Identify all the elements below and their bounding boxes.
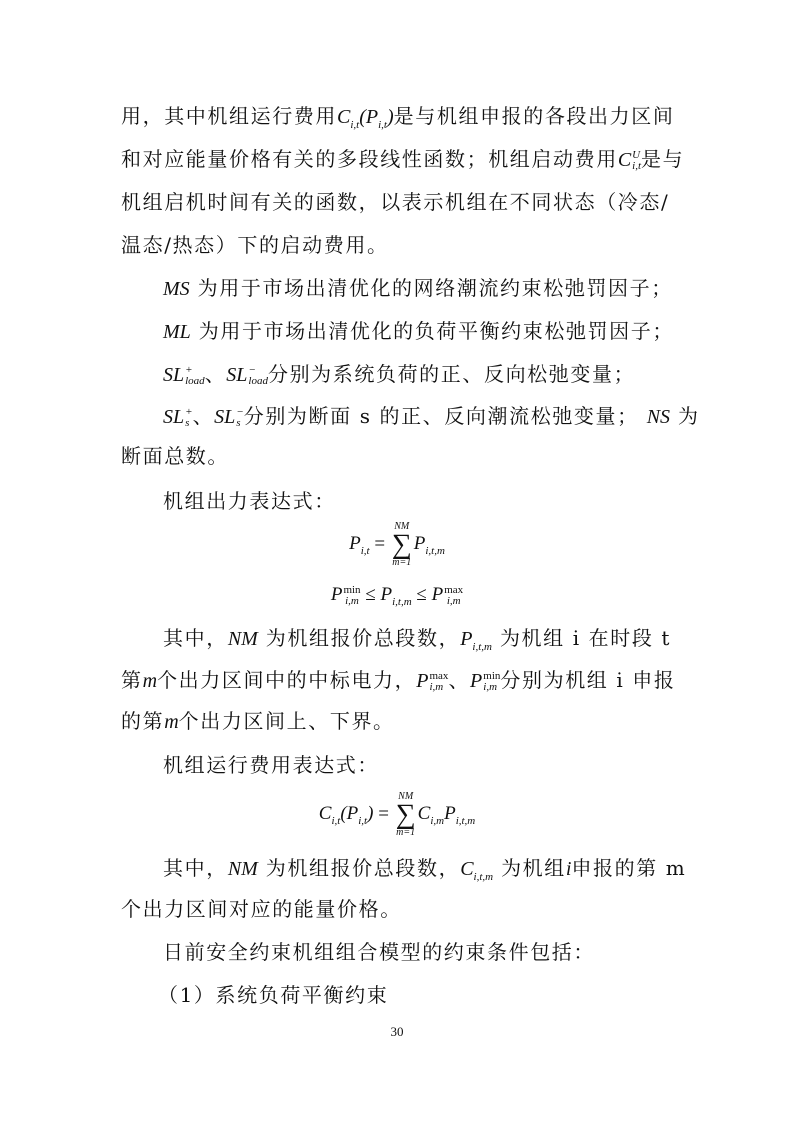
math-run-startup-cost: C U i,t bbox=[617, 149, 642, 173]
math-symbol-i: i bbox=[565, 858, 572, 880]
section-heading bbox=[163, 489, 673, 513]
paragraph-line bbox=[163, 940, 673, 964]
text-span: 的第 bbox=[121, 709, 165, 733]
text-span: 其中， bbox=[163, 626, 228, 650]
math-symbol-ns: NS bbox=[646, 406, 671, 428]
separator: 、 bbox=[204, 362, 227, 386]
paragraph-line bbox=[163, 319, 673, 344]
text-span: 断面总数。 bbox=[121, 444, 229, 468]
text-span: 申报的第 m bbox=[571, 856, 687, 880]
math-symbol-p-itm: $P_{i,t,m}$ bbox=[460, 628, 492, 653]
text-span: 为机组报价总段数， bbox=[265, 626, 461, 650]
formula-output-bounds: P min i,m ≤ $P_{i,t,m} \le P$ max i,m bbox=[330, 583, 464, 608]
math-symbol-nm: NM bbox=[227, 628, 258, 650]
text-span: 为用于市场出清优化的网络潮流约束松弛罚因子； bbox=[197, 276, 673, 300]
paragraph-line bbox=[121, 709, 673, 734]
math-run-cost-function: $C_{i,t}(P_{i,t})$ bbox=[337, 106, 394, 131]
text-span: 是与 bbox=[641, 147, 685, 171]
text-span: 为机组报价总段数， bbox=[265, 856, 461, 880]
text-span: 为用于市场出清优化的负荷平衡约束松弛罚因子； bbox=[198, 319, 674, 343]
text-span: 是与机组申报的各段出力区间 bbox=[393, 104, 675, 128]
math-symbol-ms: MS bbox=[163, 278, 190, 300]
text-span: 机组启机时间有关的函数，以表示机组在不同状态（冷态/ bbox=[121, 190, 670, 214]
text-span: 其中， bbox=[163, 856, 228, 880]
paragraph-line bbox=[121, 897, 673, 921]
text-span: 为机组 i 在时段 t bbox=[499, 626, 672, 650]
text-span: 个出力区间对应的能量价格。 bbox=[121, 897, 402, 921]
text-span: 日前安全约束机组组合模型的约束条件包括： bbox=[163, 940, 595, 964]
paragraph-line bbox=[163, 404, 700, 430]
formula-output-sum: $P_{i,t}$ = NM ∑ m=1 $P_{i,t,m}$ bbox=[349, 521, 445, 568]
math-symbol-sl-load-minus: SL − load bbox=[226, 364, 268, 388]
formula-cost-sum: $C_{i,t}(P_{i,t})$ = NM ∑ m=1 $C_{i,m}P_{i,t,m}$ bbox=[318, 791, 476, 838]
text-span: 为 bbox=[678, 404, 700, 428]
text-span: 分别为机组 i 申报 bbox=[500, 668, 676, 692]
text-span: 为机组 bbox=[501, 856, 566, 880]
text-span: 机组运行费用表达式： bbox=[163, 753, 379, 777]
paragraph-line bbox=[163, 856, 687, 883]
math-symbol-pmin: P min i,m bbox=[470, 670, 501, 694]
text-span: 机组出力表达式： bbox=[163, 489, 336, 513]
page-number: 30 bbox=[390, 1024, 404, 1039]
text-span: 用，其中机组运行费用 bbox=[121, 104, 337, 128]
paragraph-line bbox=[121, 190, 673, 214]
paragraph-line bbox=[163, 276, 673, 301]
paragraph-line bbox=[121, 444, 673, 468]
text-span: 个出力区间上、下界。 bbox=[178, 709, 395, 733]
list-item bbox=[158, 983, 668, 1007]
separator: 、 bbox=[192, 404, 215, 428]
math-symbol-ml: ML bbox=[163, 321, 191, 343]
text-span: 温态/热态）下的启动费用。 bbox=[121, 233, 389, 257]
text-span: 分别为断面 s 的正、反向潮流松弛变量； bbox=[243, 404, 639, 428]
paragraph-line bbox=[121, 668, 676, 694]
math-symbol-m: m bbox=[164, 711, 179, 733]
text-span: 第 bbox=[121, 668, 143, 692]
math-symbol-pmax: P max i,m bbox=[416, 670, 449, 694]
paragraph-line bbox=[163, 362, 673, 387]
math-symbol-sl-s-minus: SL − s bbox=[214, 406, 244, 430]
separator: 、 bbox=[448, 668, 471, 692]
section-heading bbox=[163, 753, 673, 777]
text-span: （1）系统负荷平衡约束 bbox=[158, 983, 389, 1007]
math-symbol-c-itm: $C_{i,t,m}$ bbox=[460, 858, 494, 883]
math-symbol-nm: NM bbox=[227, 858, 258, 880]
paragraph-line bbox=[121, 104, 673, 129]
paragraph-line bbox=[121, 233, 673, 257]
math-symbol-m: m bbox=[142, 670, 158, 692]
math-symbol-sl-s-plus: SL + s bbox=[163, 406, 193, 430]
text-span: 个出力区间中的中标电力， bbox=[157, 668, 417, 692]
paragraph-line bbox=[163, 626, 673, 651]
text-span: 分别为系统负荷的正、反向松弛变量； bbox=[267, 362, 636, 386]
text-span: 和对应能量价格有关的多段线性函数；机组启动费用 bbox=[121, 147, 618, 171]
math-symbol-sl-load-plus: SL + load bbox=[163, 364, 205, 388]
paragraph-line bbox=[121, 147, 685, 173]
